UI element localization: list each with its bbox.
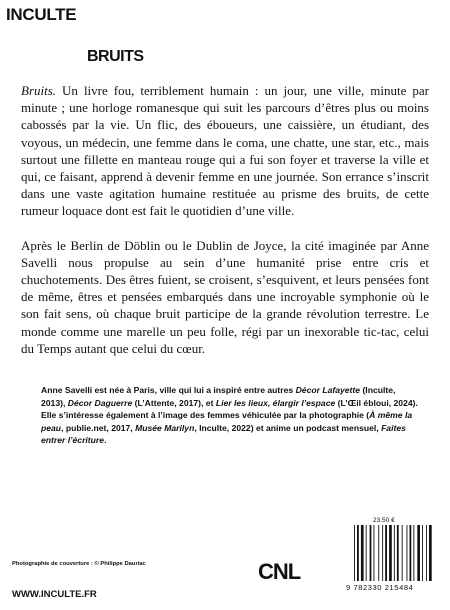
barcode-bar [357, 525, 359, 581]
photo-credit: Photographie de couverture : © Philippe Dauriac [12, 561, 146, 567]
barcode-bar [374, 525, 375, 581]
bio-title: Décor Lafayette [295, 385, 361, 395]
barcode-bar [397, 525, 399, 581]
bio-text: . [104, 435, 107, 446]
bio-title: Faites entrer l’écriture [41, 422, 406, 446]
barcode-bar [426, 525, 427, 581]
barcode-bar [370, 525, 372, 581]
bio-text: (L’Œil ébloui, 2024). Elle s’intéresse également à l’image des femmes véhiculée par la photographie ( [41, 397, 418, 421]
barcode-bar [429, 525, 432, 581]
barcode-bar [366, 525, 367, 581]
bio-text: (L’Attente, 2017), et [132, 397, 216, 408]
barcode-bar [361, 525, 364, 581]
bio-title: Lier les lieux, élargir l’espace [215, 397, 336, 408]
barcode-bar [417, 525, 420, 581]
barcode-bar [402, 525, 403, 581]
cnl-logo-text: CNL [258, 559, 301, 584]
publisher-name: INCULTE [6, 5, 77, 24]
bio-title: À même la peau [41, 410, 413, 433]
blurb-text [21, 82, 429, 374]
barcode-bar [354, 525, 355, 581]
barcode-bar [407, 525, 408, 581]
price-label: 23.50 € [373, 517, 395, 524]
bio-text: (Inculte, 2013), [41, 385, 396, 408]
barcode-bar [378, 525, 379, 581]
barcode-icon [352, 525, 432, 585]
blurb-lead-italic: Bruits. [21, 83, 57, 98]
bio-title: Musée Marilyn [135, 422, 195, 433]
barcode-bar [382, 525, 383, 581]
barcode-bar [410, 525, 412, 581]
bio-text: , publie.net, 2017, [61, 422, 136, 433]
barcode-number: 9 782330 215484 [346, 583, 414, 592]
barcode-bar [413, 525, 414, 581]
barcode-bar [422, 525, 423, 581]
blurb-paragraph-1-text: Un livre fou, terriblement humain : un jour, une ville, minute par minute ; une horloge romanesque qui suit les parcours d’êtres plus ou moins cabossés par la vie. Un flic, des éboueurs, une caissière, un étudiant, des voyous, un médecin, une femme dans le coma, une chatte, une star, etc., mais surtout une fillette en manteau rouge qui a fui son foyer et traverse la ville et qui, ce faisant, apprend à devenir femme en une journée. Son errance s’inscrit dans une vaste agitation humaine restituée au prisme des bruits, de cette rumeur loquace dont est fait le quotidien d’une ville. [21, 83, 429, 219]
bio-text: , Inculte, 2022) et anime un podcast mensuel, [194, 422, 382, 433]
barcode-bar [389, 525, 392, 581]
cnl-logo-icon [258, 557, 322, 587]
bio-title: Décor Daguerre [67, 397, 133, 408]
website-url: WWW.INCULTE.FR [12, 589, 97, 600]
bio-text: Anne Savelli est née à Paris, ville qui lui a inspiré entre autres [41, 385, 296, 395]
blurb-paragraph-1 [21, 82, 429, 220]
blurb-paragraph-2: Après le Berlin de Döblin ou le Dublin de Joyce, la cité imaginée par Anne Savelli nous propulse au sein d’une humanité prise entre cris et chuchotements. Des êtres fuient, se croisent, s’esquivent, et leurs pensées font de même, êtres et pensées embarqués dans une incroyable symphonie où le son fait sens, où chaque bruit participe de la grande révolution terrestre. Le monde comme une marelle un peu folle, régi par un inexorable tic-tac, celui du Temps autant que celui du cœur. [21, 237, 429, 356]
barcode-bar [394, 525, 395, 581]
barcode-bar [385, 525, 387, 581]
book-title: BRUITS [87, 48, 144, 65]
author-bio [41, 384, 421, 447]
